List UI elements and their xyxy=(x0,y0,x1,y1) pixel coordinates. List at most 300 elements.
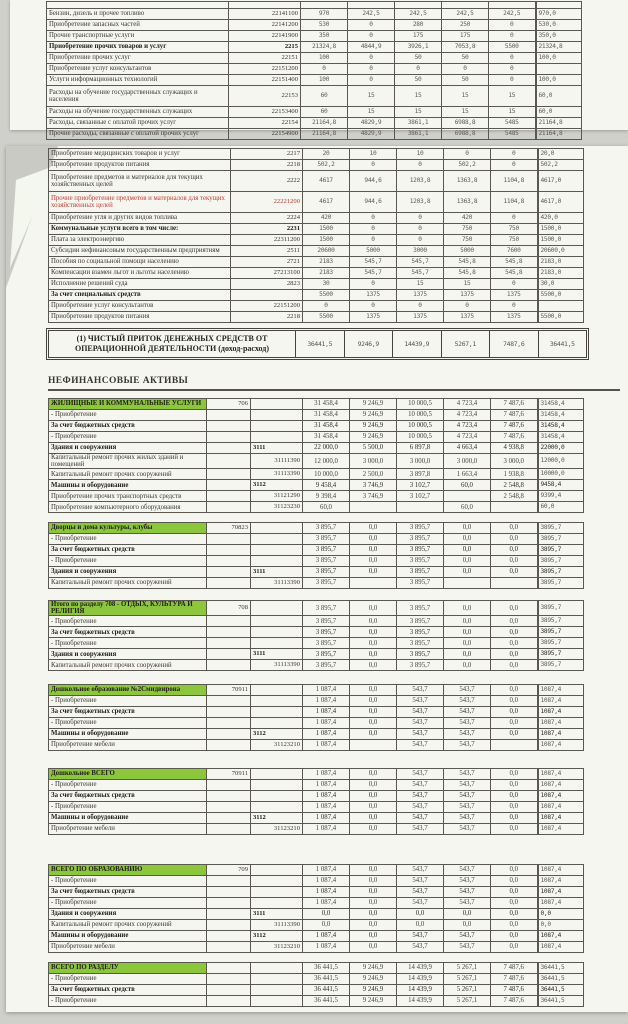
row-value: 14 439,9 xyxy=(397,996,444,1007)
row-label: Капитальный ремонт прочих сооружений xyxy=(49,920,207,931)
row-value: 2183,0 xyxy=(538,268,584,279)
row-value: 21164,8 xyxy=(536,118,582,129)
row-code xyxy=(207,802,251,813)
scanned-page-top xyxy=(10,0,628,138)
row-value: 9 246,9 xyxy=(350,410,397,421)
row-value: 36 441,5 xyxy=(303,985,350,996)
row-code: 22153400 xyxy=(229,107,301,118)
expenses-transport-services xyxy=(46,1,582,140)
table-row xyxy=(49,601,584,616)
row-value: 0 xyxy=(397,235,444,246)
row-value: 31 458,4 xyxy=(303,399,350,410)
table-row xyxy=(49,802,584,813)
table-row xyxy=(49,257,584,268)
row-value: 1 087,4 xyxy=(303,769,350,780)
row-value: 750 xyxy=(444,224,491,235)
table-row xyxy=(49,769,584,780)
row-value: 0,0 xyxy=(350,523,397,534)
row-code: 22151 xyxy=(229,53,301,64)
row-code xyxy=(207,974,251,985)
row-value: 502,2 xyxy=(538,160,584,171)
row-code: 2218 xyxy=(231,160,303,171)
row-value: 543,7 xyxy=(444,696,491,707)
row-value: 242,5 xyxy=(395,9,442,20)
row-subcode: 31123210 xyxy=(251,942,303,953)
row-value: 543,7 xyxy=(397,729,444,740)
row-value: 543,7 xyxy=(444,865,491,876)
row-value: 0,0 xyxy=(491,685,538,696)
table-row xyxy=(49,729,584,740)
row-value: 20600 xyxy=(303,246,350,257)
education-total-table xyxy=(48,864,584,953)
row-value: 3895,7 xyxy=(538,523,584,534)
row-subcode xyxy=(251,410,303,421)
row-label: Бензин, дизель и прочее топливо xyxy=(47,9,229,20)
row-label: Приобретение предметов и материалов для текущих хозяйственных целей xyxy=(49,171,231,192)
row-label: Пособия по социальной помощи населению xyxy=(49,257,231,268)
row-label: ВСЕГО ПО ОБРАЗОВАНИЮ xyxy=(49,865,207,876)
row-value: 0,0 xyxy=(350,718,397,729)
row-code xyxy=(229,2,301,9)
row-value: 1 087,4 xyxy=(303,729,350,740)
row-code: 22141100 xyxy=(229,9,301,20)
row-value: 545,8 xyxy=(491,257,538,268)
row-value: 1087,4 xyxy=(538,696,584,707)
row-value: 3 895,7 xyxy=(303,616,350,627)
row-value: 545,7 xyxy=(397,257,444,268)
row-code xyxy=(207,942,251,953)
row-value: 2183 xyxy=(303,268,350,279)
row-value: 10 000,5 xyxy=(397,432,444,443)
row-value: 3895,7 xyxy=(538,649,584,660)
row-value xyxy=(536,64,582,75)
row-subcode xyxy=(251,718,303,729)
row-value: 543,7 xyxy=(397,942,444,953)
row-code xyxy=(207,627,251,638)
row-label: - Приобретение xyxy=(49,410,207,421)
row-value: 0,0 xyxy=(538,920,584,931)
table-row xyxy=(47,75,582,86)
row-value: 0 xyxy=(350,235,397,246)
row-value: 0,0 xyxy=(491,920,538,931)
row-value: 3 895,7 xyxy=(303,649,350,660)
row-value: 0,0 xyxy=(350,780,397,791)
row-code: 22311200 xyxy=(231,235,303,246)
row-value: 3 895,7 xyxy=(397,578,444,589)
row-value: 543,7 xyxy=(397,887,444,898)
row-value: 15 xyxy=(442,86,489,107)
row-value: 543,7 xyxy=(444,740,491,751)
row-value: 31458,4 xyxy=(538,421,584,432)
row-value: 1087,4 xyxy=(538,865,584,876)
row-value: 4829,9 xyxy=(348,129,395,140)
row-value: 1087,4 xyxy=(538,931,584,942)
row-label: - Приобретение xyxy=(49,638,207,649)
table-row xyxy=(49,567,584,578)
row-label: Приобретение медицинских товаров и услуг xyxy=(49,149,231,160)
row-value: 0,0 xyxy=(491,601,538,616)
row-value: 0,0 xyxy=(444,523,491,534)
row-value: 970,0 xyxy=(536,9,582,20)
row-value: 7 487,6 xyxy=(491,410,538,421)
row-value: 0,0 xyxy=(350,567,397,578)
row-value: 543,7 xyxy=(444,769,491,780)
row-code xyxy=(207,985,251,996)
assets-section-708-total xyxy=(48,600,584,671)
row-value: 3 895,7 xyxy=(303,660,350,671)
row-value: 3 102,7 xyxy=(397,480,444,491)
row-value: 7 487,6 xyxy=(491,974,538,985)
row-value: 9 246,9 xyxy=(350,963,397,974)
row-value xyxy=(491,502,538,513)
row-code xyxy=(207,780,251,791)
table-row xyxy=(49,740,584,751)
row-value: 10 000,5 xyxy=(397,399,444,410)
row-value: 15 xyxy=(348,86,395,107)
row-value: 5500,0 xyxy=(538,290,584,301)
row-value: 0,0 xyxy=(350,627,397,638)
row-value: 3 895,7 xyxy=(303,523,350,534)
row-value: 280 xyxy=(395,20,442,31)
row-value: 7 487,6 xyxy=(491,432,538,443)
row-value: 543,7 xyxy=(444,780,491,791)
row-code xyxy=(207,718,251,729)
row-value: 1 938,8 xyxy=(491,469,538,480)
goods-expenses-table xyxy=(48,148,584,323)
row-value: 502,2 xyxy=(444,160,491,171)
table-row xyxy=(47,42,582,53)
row-value: 20 xyxy=(303,149,350,160)
row-label: Капитальный ремонт прочих сооружений xyxy=(49,660,207,671)
nonfinancial-assets-heading: НЕФИНАНСОВЫЕ АКТИВЫ xyxy=(48,376,620,391)
table-row xyxy=(49,824,584,835)
row-value: 6988,8 xyxy=(442,129,489,140)
expenses-goods-services xyxy=(48,148,584,323)
row-value: 4 663,4 xyxy=(444,443,491,454)
row-value: 3861,1 xyxy=(395,118,442,129)
row-code xyxy=(207,813,251,824)
row-value: 1375 xyxy=(491,290,538,301)
row-value: 1 087,4 xyxy=(303,824,350,835)
row-value: 1104,8 xyxy=(491,192,538,213)
row-value: 0,0 xyxy=(350,649,397,660)
table-row xyxy=(49,399,584,410)
row-subcode xyxy=(251,523,303,534)
row-code xyxy=(207,824,251,835)
row-value: 3 000,0 xyxy=(491,454,538,469)
row-value: 0,0 xyxy=(491,627,538,638)
row-value: 0,0 xyxy=(491,729,538,740)
row-value: 21164,8 xyxy=(301,118,348,129)
row-code: 709 xyxy=(207,865,251,876)
row-subcode: 31113390 xyxy=(251,920,303,931)
row-value: 3895,7 xyxy=(538,638,584,649)
row-subcode: 3111 xyxy=(251,649,303,660)
row-subcode xyxy=(251,865,303,876)
row-label: Расходы на обучение государственных служащих xyxy=(47,107,229,118)
row-value: 6988,8 xyxy=(442,118,489,129)
row-value: 543,7 xyxy=(444,802,491,813)
row-label: Прочие приобретение предметов и материалов для текущих хозяйственных целей xyxy=(49,192,231,213)
row-value: 0,0 xyxy=(491,898,538,909)
row-value: 0,0 xyxy=(444,616,491,627)
row-code xyxy=(207,931,251,942)
row-value: 22 000,0 xyxy=(303,443,350,454)
row-subcode xyxy=(251,421,303,432)
row-value: 0,0 xyxy=(444,909,491,920)
row-value: 10 xyxy=(350,149,397,160)
row-code: 708 xyxy=(207,601,251,616)
table-row xyxy=(47,9,582,20)
assets-education-total-709 xyxy=(48,864,584,953)
row-value: 0,0 xyxy=(444,545,491,556)
row-value: 0,0 xyxy=(350,729,397,740)
table-row xyxy=(49,865,584,876)
row-label: Субсидии нефинансовым государственным предприятиям xyxy=(49,246,231,257)
row-label: - Приобретение xyxy=(49,718,207,729)
row-label: Услуги информационных технологий xyxy=(47,75,229,86)
row-code: 70911 xyxy=(207,769,251,780)
table-row xyxy=(49,813,584,824)
row-label: Приобретение компьютерного оборудования xyxy=(49,502,207,513)
row-subcode xyxy=(251,780,303,791)
row-value: 4617 xyxy=(303,171,350,192)
row-label: - Приобретение xyxy=(49,802,207,813)
row-value: 15 xyxy=(397,279,444,290)
row-value: 0 xyxy=(489,53,536,64)
row-value: 1087,4 xyxy=(538,802,584,813)
row-value xyxy=(348,2,395,9)
row-value xyxy=(538,301,584,312)
row-label: Капитальный ремонт прочих сооружений xyxy=(49,469,207,480)
row-value: 7 487,6 xyxy=(491,421,538,432)
row-value: 543,7 xyxy=(444,887,491,898)
row-code: 706 xyxy=(207,399,251,410)
row-value: 1 087,4 xyxy=(303,718,350,729)
row-value: 15 xyxy=(489,86,536,107)
row-value: 0,0 xyxy=(444,920,491,931)
row-code xyxy=(207,469,251,480)
row-value: 1087,4 xyxy=(538,740,584,751)
row-value: 15 xyxy=(395,107,442,118)
row-value: 0,0 xyxy=(444,534,491,545)
row-value: 0,0 xyxy=(491,616,538,627)
row-value: 0,0 xyxy=(350,813,397,824)
row-value: 3 746,9 xyxy=(350,491,397,502)
row-label: Дворцы и дома культуры, клубы xyxy=(49,523,207,534)
table-row xyxy=(49,301,584,312)
row-subcode xyxy=(251,802,303,813)
row-code xyxy=(207,567,251,578)
row-value xyxy=(444,578,491,589)
table-row xyxy=(49,171,584,192)
row-value: 9 398,4 xyxy=(303,491,350,502)
row-value: 1500 xyxy=(303,224,350,235)
row-label: Плата за электроэнергию xyxy=(49,235,231,246)
row-subcode xyxy=(251,769,303,780)
row-value: 0 xyxy=(350,301,397,312)
table-row xyxy=(49,616,584,627)
row-label: Капитальный ремонт прочих жилых зданий и помещений xyxy=(49,454,207,469)
row-value: 3 895,7 xyxy=(303,534,350,545)
row-value: 0,0 xyxy=(491,887,538,898)
row-value: 350 xyxy=(301,31,348,42)
row-value: 0 xyxy=(303,301,350,312)
row-value: 0,0 xyxy=(491,942,538,953)
row-value xyxy=(442,2,489,9)
row-value: 530 xyxy=(301,20,348,31)
row-value: 3 895,7 xyxy=(397,601,444,616)
row-label: Приобретение продуктов питания xyxy=(49,160,231,171)
row-code xyxy=(207,996,251,1007)
row-value: 1 087,4 xyxy=(303,780,350,791)
table-row xyxy=(49,985,584,996)
row-subcode: 31113390 xyxy=(251,578,303,589)
row-value: 5500,0 xyxy=(538,312,584,323)
row-value: 0 xyxy=(397,301,444,312)
row-value: 543,7 xyxy=(397,802,444,813)
row-subcode xyxy=(251,696,303,707)
row-value: 4617,0 xyxy=(538,192,584,213)
row-value: 1375 xyxy=(397,290,444,301)
row-value xyxy=(395,2,442,9)
row-label: ВСЕГО ПО РАЗДЕЛУ xyxy=(49,963,207,974)
row-value: 944,6 xyxy=(350,192,397,213)
row-value: 0,0 xyxy=(444,556,491,567)
row-value: 502,2 xyxy=(303,160,350,171)
row-value: 30,0 xyxy=(538,279,584,290)
row-value: 0 xyxy=(348,53,395,64)
row-value: 0 xyxy=(444,149,491,160)
row-value: 0,0 xyxy=(303,909,350,920)
row-value: 0,0 xyxy=(491,638,538,649)
row-subcode xyxy=(251,545,303,556)
row-value: 543,7 xyxy=(444,876,491,887)
row-value: 0 xyxy=(348,64,395,75)
row-code: 22153 xyxy=(229,86,301,107)
row-value: 3 895,7 xyxy=(397,660,444,671)
table-row xyxy=(49,502,584,513)
row-value: 0,0 xyxy=(350,802,397,813)
row-value: 545,8 xyxy=(491,268,538,279)
row-label: - Приобретение xyxy=(49,876,207,887)
row-value: 31 458,4 xyxy=(303,432,350,443)
row-value: 9 246,9 xyxy=(350,996,397,1007)
row-value: 0 xyxy=(348,20,395,31)
row-label: За счет бюджетных средств xyxy=(49,707,207,718)
row-value: 1 087,4 xyxy=(303,707,350,718)
row-value: 0 xyxy=(350,160,397,171)
row-value: 7 487,6 xyxy=(491,399,538,410)
table-row xyxy=(47,86,582,107)
row-subcode xyxy=(251,601,303,616)
table-row xyxy=(47,31,582,42)
table-row xyxy=(47,107,582,118)
row-value: 6 897,8 xyxy=(397,443,444,454)
row-label: ЖИЛИЩНЫЕ И КОММУНАЛЬНЫЕ УСЛУГИ xyxy=(49,399,207,410)
row-value: 0,0 xyxy=(491,791,538,802)
row-label: Приобретение мебели xyxy=(49,824,207,835)
row-value: 50 xyxy=(395,75,442,86)
row-value: 5 267,1 xyxy=(444,963,491,974)
row-value: 0 xyxy=(350,224,397,235)
row-value: 242,5 xyxy=(348,9,395,20)
row-value: 543,7 xyxy=(397,813,444,824)
row-value: 2183 xyxy=(303,257,350,268)
table-row xyxy=(47,118,582,129)
row-value: 543,7 xyxy=(444,791,491,802)
row-subcode xyxy=(251,534,303,545)
row-code xyxy=(207,791,251,802)
row-label: Прочие расходы, связанные с оплатой прочих услуг xyxy=(47,129,229,140)
table-row xyxy=(47,64,582,75)
row-value: 31 458,4 xyxy=(303,410,350,421)
row-value: 50 xyxy=(442,75,489,86)
table-row xyxy=(49,909,584,920)
row-value: 0 xyxy=(348,75,395,86)
assets-section-grand-total xyxy=(48,962,584,1007)
row-value: 1087,4 xyxy=(538,769,584,780)
row-code xyxy=(207,876,251,887)
row-subcode xyxy=(251,963,303,974)
row-value: 543,7 xyxy=(444,898,491,909)
row-value: 1087,4 xyxy=(538,707,584,718)
row-value: 545,8 xyxy=(444,268,491,279)
row-value: 60,0 xyxy=(303,502,350,513)
row-value xyxy=(536,2,582,9)
row-value: 60 xyxy=(301,107,348,118)
row-value: 1087,4 xyxy=(538,780,584,791)
row-code: 27213100 xyxy=(231,268,303,279)
row-value: 420,0 xyxy=(538,213,584,224)
row-value: 543,7 xyxy=(444,685,491,696)
row-value: 4 723,4 xyxy=(444,399,491,410)
table-row xyxy=(49,160,584,171)
row-value: 543,7 xyxy=(397,791,444,802)
row-subcode: 31123230 xyxy=(251,502,303,513)
row-label: Приобретение продуктов питания xyxy=(49,312,231,323)
row-value: 1087,4 xyxy=(538,898,584,909)
row-value: 4829,9 xyxy=(348,118,395,129)
row-value: 3 895,7 xyxy=(397,627,444,638)
row-code xyxy=(207,443,251,454)
table-row xyxy=(47,129,582,140)
row-value: 4 938,8 xyxy=(491,443,538,454)
row-label: За счет бюджетных средств xyxy=(49,985,207,996)
row-value: 60,0 xyxy=(444,502,491,513)
row-value: 2 500,0 xyxy=(350,469,397,480)
table-row xyxy=(49,410,584,421)
table-row xyxy=(49,931,584,942)
table-row xyxy=(49,246,584,257)
row-value: 0,0 xyxy=(350,898,397,909)
row-value xyxy=(350,578,397,589)
row-value: 750 xyxy=(491,224,538,235)
row-value: 2183,0 xyxy=(538,257,584,268)
row-label: За счет бюджетных средств xyxy=(49,887,207,898)
row-code xyxy=(207,421,251,432)
table-row xyxy=(49,545,584,556)
row-value xyxy=(350,502,397,513)
row-value: 15 xyxy=(489,107,536,118)
row-code: 2721 xyxy=(231,257,303,268)
row-value: 543,7 xyxy=(397,876,444,887)
row-value: 1375 xyxy=(491,312,538,323)
row-value: 0,0 xyxy=(350,909,397,920)
table-row xyxy=(49,279,584,290)
row-value: 0,0 xyxy=(444,649,491,660)
assets-housing-706 xyxy=(48,398,584,513)
